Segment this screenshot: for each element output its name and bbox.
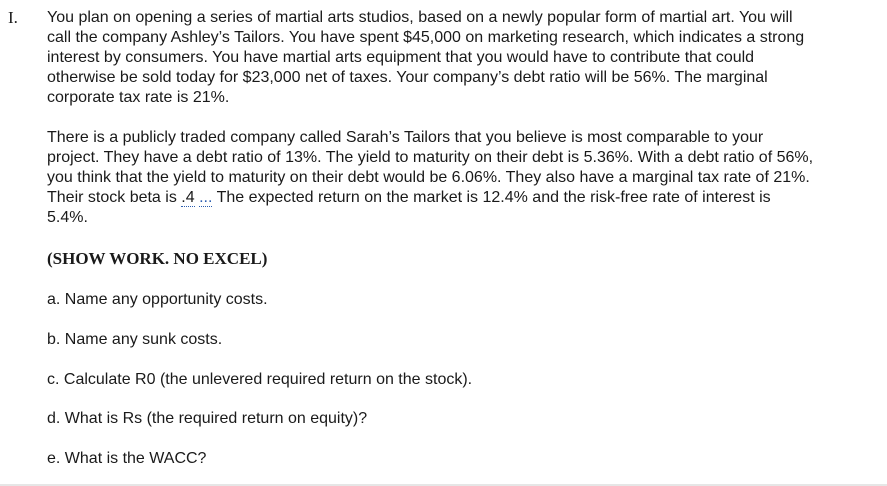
beta-line	[47, 188, 875, 208]
beta-suffix: The expected return on the market is 12.4% and the risk-free rate of interest is	[212, 189, 771, 206]
question-d: d. What is Rs (the required return on equity)?	[47, 410, 368, 427]
paragraph-line: You plan on opening a series of martial arts studios, based on a newly popular form of martial art. You will	[47, 9, 793, 26]
section-marker: I.	[8, 8, 18, 27]
paragraph-line: There is a publicly traded company called Sarah’s Tailors that you believe is most comparable to your	[47, 129, 764, 146]
paragraph-line: otherwise be sold today for $23,000 net of taxes. Your company’s debt ratio will be 56%. The marginal	[47, 69, 768, 86]
paragraph-line: corporate tax rate is 21%.	[47, 89, 230, 106]
paragraph-scenario	[47, 8, 875, 108]
paragraph-line: project. They have a debt ratio of 13%. The yield to maturity on their debt is 5.36%. With a debt ratio of 56%,	[47, 149, 814, 166]
question-b: b. Name any sunk costs.	[47, 331, 223, 348]
instruction-heading: (SHOW WORK. NO EXCEL)	[47, 249, 268, 268]
paragraph-line: call the company Ashley’s Tailors. You have spent $45,000 on marketing research, which indicates a strong	[47, 29, 805, 46]
paragraph-line: interest by consumers. You have martial arts equipment that you would have to contribute that could	[47, 49, 755, 66]
problem-text	[47, 8, 875, 228]
paragraph-line: you think that the yield to maturity on their debt would be 6.06%. They also have a marginal tax rate of 21%.	[47, 169, 810, 186]
beta-prefix: Their stock beta is	[47, 189, 182, 206]
expand-ellipsis[interactable]: ...	[199, 189, 213, 206]
beta-value: .4	[181, 189, 195, 206]
paragraph-line: 5.4%.	[47, 209, 88, 226]
question-e: e. What is the WACC?	[47, 450, 207, 467]
question-a: a. Name any opportunity costs.	[47, 291, 268, 308]
paragraph-comparable-company	[47, 128, 875, 228]
question-c: c. Calculate R0 (the unlevered required return on the stock).	[47, 371, 473, 388]
